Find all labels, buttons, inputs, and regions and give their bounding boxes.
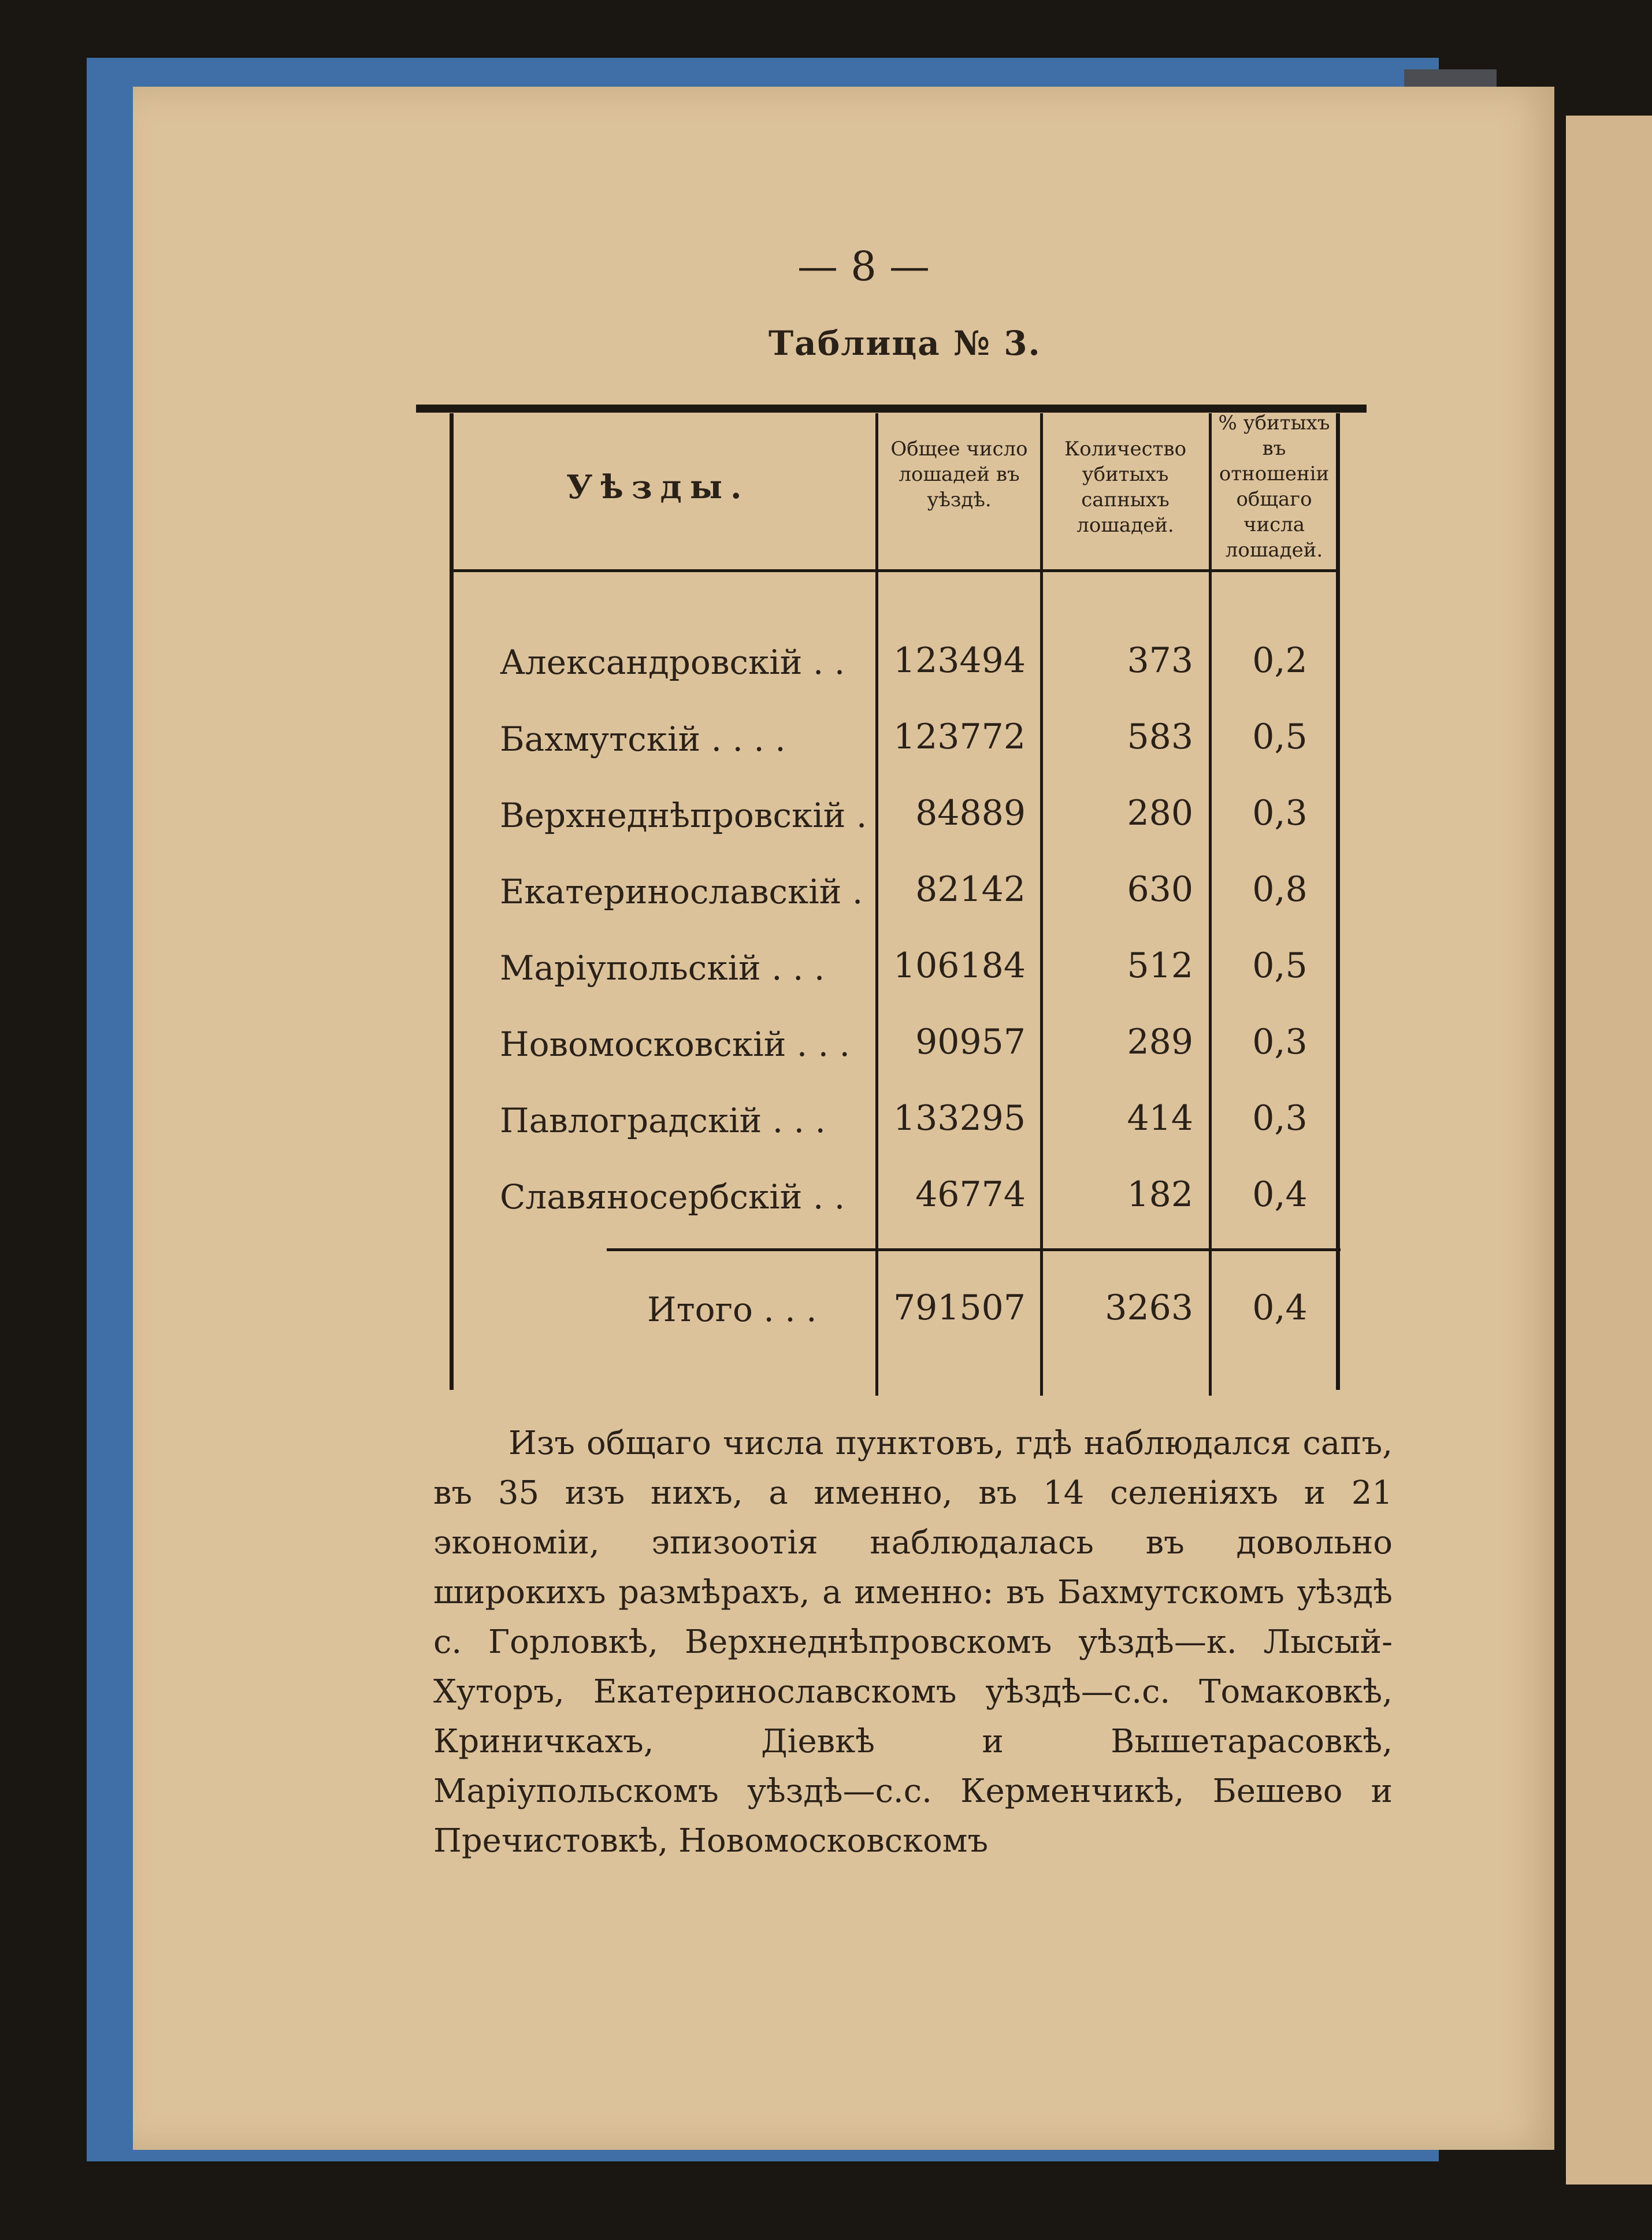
- percent-cell: 0,8: [1252, 869, 1308, 910]
- total-label: Итого . . .: [647, 1290, 817, 1329]
- total-horses-cell: 46774: [915, 1174, 1026, 1215]
- percent-cell: 0,3: [1252, 793, 1308, 833]
- header-total-horses: Общее число лошадей въ уѣздѣ.: [890, 437, 1028, 511]
- page-number: — 8 —: [797, 243, 930, 290]
- district-name: Маріупольскій . . .: [500, 948, 825, 988]
- total-separator: [607, 1248, 1341, 1251]
- percent-cell: 0,3: [1252, 1022, 1308, 1062]
- district-name: Бахмутскій . . . .: [500, 720, 786, 759]
- table-left-border: [450, 413, 454, 1390]
- adjacent-page: [1566, 116, 1652, 2185]
- percent-cell: 0,3: [1252, 1098, 1308, 1138]
- percent-cell: 0,4: [1252, 1174, 1308, 1215]
- district-name: Екатеринославскій .: [500, 872, 863, 911]
- total-horses-cell: 123494: [893, 640, 1026, 681]
- header-district: Уѣзды.: [566, 468, 750, 506]
- district-name: Новомосковскій . . .: [500, 1025, 850, 1064]
- total-horses-cell: 123772: [893, 717, 1026, 757]
- total-horses-cell: 84889: [915, 793, 1026, 833]
- total-horses-cell: 106184: [893, 945, 1026, 986]
- killed-horses-cell: 289: [1127, 1022, 1193, 1062]
- killed-horses-sum: 3263: [1105, 1288, 1193, 1328]
- killed-horses-cell: 280: [1127, 793, 1193, 833]
- total-horses-cell: 82142: [915, 869, 1026, 910]
- percent-cell: 0,5: [1252, 945, 1308, 986]
- killed-horses-cell: 373: [1127, 640, 1193, 681]
- percent-total: 0,4: [1252, 1288, 1308, 1328]
- killed-horses-cell: 414: [1127, 1098, 1193, 1138]
- total-horses-sum: 791507: [893, 1288, 1026, 1328]
- killed-horses-cell: 630: [1127, 869, 1193, 910]
- total-horses-cell: 133295: [893, 1098, 1026, 1138]
- district-name: Верхнеднѣпровскій .: [500, 796, 867, 835]
- killed-horses-cell: 583: [1127, 717, 1193, 757]
- table-title: Таблица № 3.: [769, 324, 1041, 363]
- percent-cell: 0,5: [1252, 717, 1308, 757]
- header-killed-horses: Количество убитыхъ сапныхъ лошадей.: [1064, 437, 1187, 537]
- district-name: Славяносербскій . .: [500, 1177, 845, 1217]
- header-percent-killed: % убитыхъ въ отношеніи общаго числа лошадей.: [1218, 411, 1330, 562]
- district-name: Александровскій . .: [500, 643, 845, 682]
- district-name: Павлоградскій . . .: [500, 1101, 826, 1140]
- killed-horses-cell: 512: [1127, 945, 1193, 986]
- total-horses-cell: 90957: [915, 1022, 1026, 1062]
- header-separator: [450, 569, 1339, 572]
- killed-horses-cell: 182: [1127, 1174, 1193, 1215]
- body-paragraph: Изъ общаго числа пунктовъ, гдѣ наблюдался сапъ, въ 35 изъ нихъ, а именно, въ 14 селеніяхъ и 21 экономіи, эпизоотія наблюдалась въ довольно широкихъ размѣрахъ, а именно: въ Бахмутскомъ уѣздѣ с. Горловкѣ, Верхнеднѣпровскомъ уѣздѣ—к. Лысый-Хуторъ, Екатеринославскомъ уѣздѣ—с.с. Томаковкѣ, Криничкахъ, Діевкѣ и Вышетарасовкѣ, Маріупольскомъ уѣздѣ—с.с. Керменчикѣ, Бешево и Пречистовкѣ, Новомосковскомъ: [433, 1425, 1393, 1860]
- percent-cell: 0,2: [1252, 640, 1308, 681]
